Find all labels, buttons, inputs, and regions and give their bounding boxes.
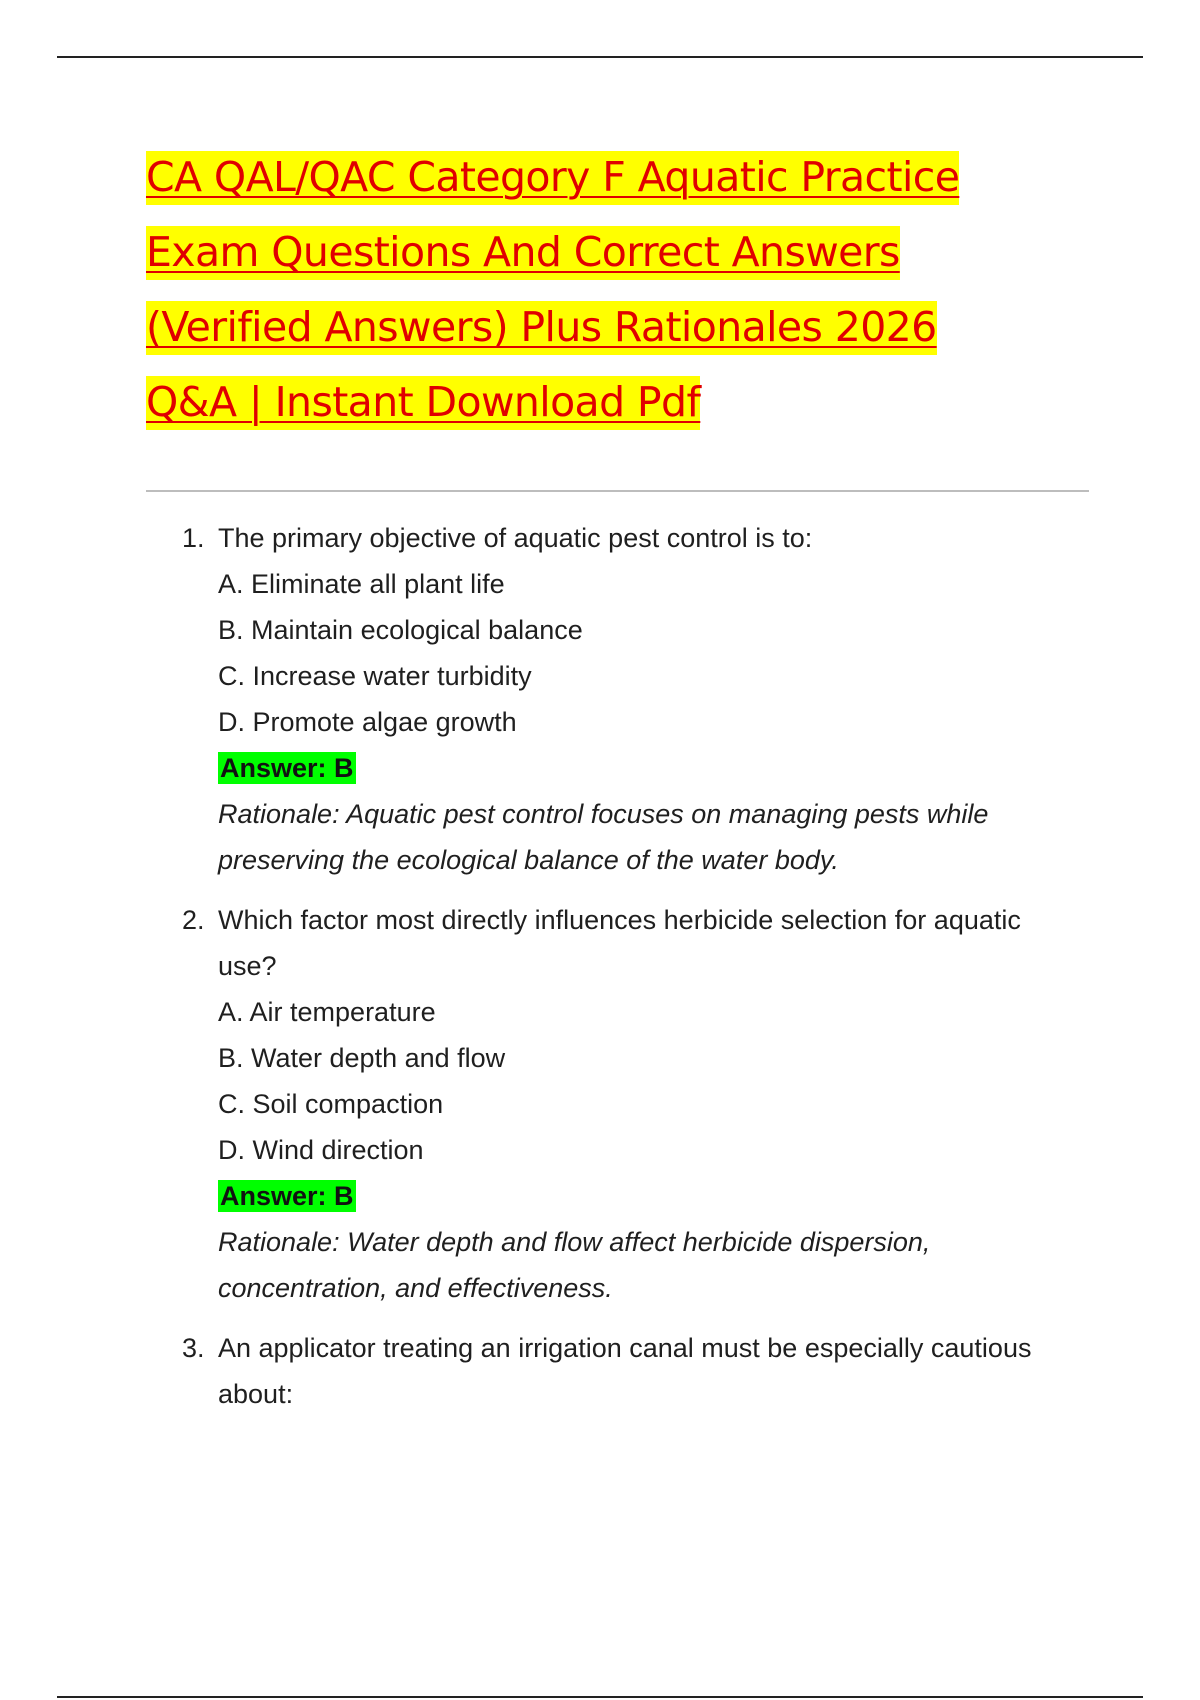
title-line-text: CA QAL/QAC Category F Aquatic Practice [146, 151, 959, 205]
answer-option: A. Air temperature [218, 997, 436, 1027]
top-rule [57, 56, 1143, 58]
answer-option: D. Wind direction [218, 1135, 424, 1165]
question-text: The primary objective of aquatic pest control is to: [218, 523, 813, 553]
question-number: 2. [182, 905, 205, 935]
title-line-text: Exam Questions And Correct Answers [146, 226, 900, 280]
section-divider [146, 490, 1089, 492]
rationale-text: Rationale: Water depth and flow affect herbicide dispersion, concentration, and effectiveness. [218, 1227, 931, 1303]
correct-answer-label: Answer: B [220, 1181, 354, 1211]
document-title [146, 140, 1106, 440]
question-item [146, 897, 1106, 1311]
question-text: Which factor most directly influences herbicide selection for aquatic use? [218, 905, 1021, 981]
answer-option: B. Maintain ecological balance [218, 615, 583, 645]
rationale-text: Rationale: Aquatic pest control focuses on managing pests while preserving the ecological balance of the water body. [218, 799, 989, 875]
title-line-text: (Verified Answers) Plus Rationales 2026 [146, 301, 937, 355]
question-item [146, 1325, 1106, 1417]
question-item [146, 515, 1106, 883]
correct-answer [218, 1173, 1106, 1219]
question-number: 1. [182, 523, 205, 553]
title-line-text: Q&A | Instant Download Pdf [146, 376, 700, 430]
answer-option: B. Water depth and flow [218, 1043, 506, 1073]
correct-answer-label: Answer: B [220, 753, 354, 783]
answer-option: A. Eliminate all plant life [218, 569, 505, 599]
answer-option: D. Promote algae growth [218, 707, 517, 737]
answer-option: C. Soil compaction [218, 1089, 444, 1119]
title-line [146, 290, 1106, 365]
title-line [146, 365, 1106, 440]
title-line [146, 140, 1106, 215]
answer-option: C. Increase water turbidity [218, 661, 532, 691]
correct-answer [218, 745, 1106, 791]
title-line [146, 215, 1106, 290]
question-list [146, 515, 1106, 1431]
question-text: An applicator treating an irrigation canal must be especially cautious about: [218, 1333, 1032, 1409]
question-number: 3. [182, 1333, 205, 1363]
bottom-rule [57, 1696, 1143, 1698]
